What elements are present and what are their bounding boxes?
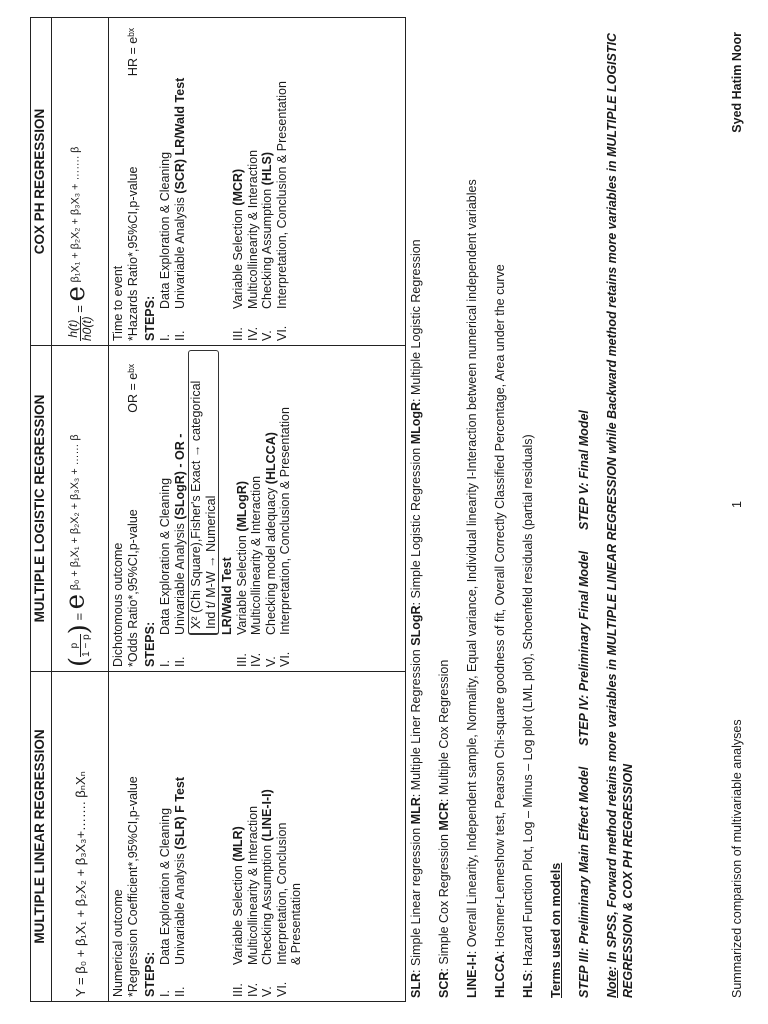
list-item: I. Data Exploration & Cleaning	[158, 807, 172, 997]
page-number: 1	[730, 501, 744, 508]
list-item: III. Variable Selection (MCR)	[231, 168, 245, 341]
content-row	[109, 18, 406, 1002]
list-item: III. Variable Selection (MLR)	[231, 826, 245, 997]
logistic-equation: ( p 1 − p ) = e $^{\beta_0 + \beta_1X_1 + \beta_2X_2 + \beta_3X_3 + \dots\dots \beta}$	[60, 434, 95, 667]
cox-outcome: Time to event	[111, 265, 125, 341]
spacer	[187, 22, 231, 341]
linear-equation-cell	[52, 672, 109, 1002]
lr-wald-test: LR/Wald Test	[220, 557, 234, 635]
cox-e: e	[60, 286, 91, 302]
logit-numerator: p	[69, 634, 81, 657]
logistic-equation-cell	[52, 346, 109, 672]
author-name: Syed Hatim Noor	[730, 32, 744, 133]
cox-hazard-numerator: h(t)	[67, 316, 81, 341]
cox-exponent: β₁X₁ + β₂X₂ + β₃X₃ + ……. β	[69, 146, 82, 283]
cox-coefficient-line: *Hazards Ratio*,95%CI,p-value HR = eᵇˣ	[126, 28, 140, 341]
cox-steps-list	[158, 22, 289, 341]
linear-steps-title: STEPS:	[143, 951, 157, 997]
header-logistic: MULTIPLE LOGISTIC REGRESSION	[31, 346, 52, 672]
cox-equation	[60, 22, 94, 341]
notes-section	[408, 22, 636, 998]
hlcca-definition: HLCCA: Hosmer-Lemeshow test, Pearson Chi-square goodness of fit, Overall Correctly Classified Percentage, Area under the curve	[493, 264, 507, 998]
linear-content-cell	[109, 672, 406, 1002]
list-item: III. Variable Selection (MLogR)	[234, 481, 249, 667]
logistic-steps-title: STEPS:	[143, 621, 157, 667]
list-item: IV. Multicollinearity & Interaction	[249, 475, 263, 667]
cox-steps-title: STEPS:	[143, 295, 157, 341]
terms-title: Terms used on models	[549, 862, 563, 998]
list-item: V. Checking Assumption (HLS)	[260, 151, 274, 341]
list-item: V. Checking Assumption (LINE-I-I)	[260, 789, 274, 997]
footer-title: Summarized comparison of multivariable analyses	[730, 719, 744, 998]
page-footer	[730, 22, 750, 998]
list-item: II. Univariable Analysis (SCR) LR/Wald Test	[172, 77, 187, 341]
spacer	[187, 676, 231, 997]
cox-content-cell	[109, 18, 406, 346]
logistic-e: e	[60, 593, 91, 610]
line-i-definition: LINE-I-I: Overall Linearity, Independent sample, Normality, Equal variance, Individual linearity I-Interaction between numerical independent variables	[465, 179, 479, 998]
cox-hazard-denominator: h0(t)	[79, 316, 94, 341]
header-row	[31, 18, 52, 1002]
logistic-equals: =	[71, 612, 87, 621]
equation-row	[52, 18, 109, 1002]
odds-ratio-formula: OR = eᵇˣ	[126, 364, 140, 413]
cox-equation-cell	[52, 18, 109, 346]
header-cox: COX PH REGRESSION	[31, 18, 52, 346]
list-item: I. Data Exploration & Cleaning	[158, 477, 172, 667]
list-item: VI. Interpretation, Conclusion & Presentation	[274, 81, 289, 341]
list-item: IV. Multicollinearity & Interaction	[245, 805, 260, 997]
spss-note: Note: In SPSS, Forward method retains more variables in MULTIPLE LINEAR REGRESSION while Backward method retains more variables in MULTIPLE LOGISTIC REGRESSION & COX PH REGRESSION	[605, 32, 635, 998]
numerical-tests: Ind t/ M-W → Numerical	[203, 495, 218, 629]
list-item: IV. Multicollinearity & Interaction	[245, 149, 260, 341]
regression-comparison-table	[30, 17, 406, 1002]
list-item: V. Checking model adequacy (HLCCA)	[263, 432, 278, 667]
list-item: VI. Interpretation, Conclusion & Presentation	[274, 822, 303, 997]
header-linear: MULTIPLE LINEAR REGRESSION	[31, 672, 52, 1002]
list-item: VI. Interpretation, Conclusion & Presentation	[278, 407, 292, 667]
logistic-outcome: Dichotomous outcome	[111, 542, 125, 667]
hls-definition: HLS: Hazard Function Plot, Log – Minus – Log plot (LML plot), Schoenfeld residuals (partial residuals)	[521, 434, 535, 998]
list-item: II. Univariable Analysis (SLR) F Test	[172, 776, 187, 997]
linear-steps-list	[158, 676, 304, 997]
list-item: II. Univariable Analysis (SLogR) - OR - X² (Chi Square),Fisher's Exact → categorical Ind t/ M-W → Numerical LR/Wald Test	[173, 350, 235, 667]
abbreviations-line-2: SCR: Simple Cox Regression MCR: Multiple Cox Regression	[437, 659, 451, 998]
logistic-exponent: β₀ + β₁X₁ + β₂X₂ + β₃X₃ + …… β	[69, 434, 82, 591]
logistic-content-cell	[109, 346, 406, 672]
linear-coefficient: *Regression Coefficient*,95%CI,p-value	[126, 776, 140, 997]
logistic-coefficient-line: *Odds Ratio*,95%CI,p-value OR = eᵇˣ	[126, 364, 140, 667]
logit-denominator: 1 − p	[80, 634, 92, 657]
logistic-steps-list	[158, 350, 293, 667]
linear-equation: Y = β₀ + β₁X₁ + β₂X₂ + β₃X₃+……. βₙXₙ	[72, 771, 88, 997]
terms-steps: STEP III: Preliminary Main Effect Model STEP IV: Preliminary Final Model STEP V: Final Model	[577, 410, 591, 998]
list-item: I. Data Exploration & Cleaning	[158, 151, 172, 341]
abbreviations-line-1: SLR: Simple Linear regression MLR: Multiple Liner Regression SLogR: Simple Logistic Regression MLogR: Multiple Logistic Regression	[409, 239, 423, 998]
linear-outcome: Numerical outcome	[111, 889, 125, 997]
univariable-test-bracket	[188, 350, 219, 635]
hazard-ratio-formula: HR = eᵇˣ	[126, 28, 140, 77]
cox-equals: =	[71, 305, 87, 313]
rotated-document-page	[30, 18, 768, 1002]
categorical-tests: X² (Chi Square),Fisher's Exact → categorical	[189, 380, 203, 629]
